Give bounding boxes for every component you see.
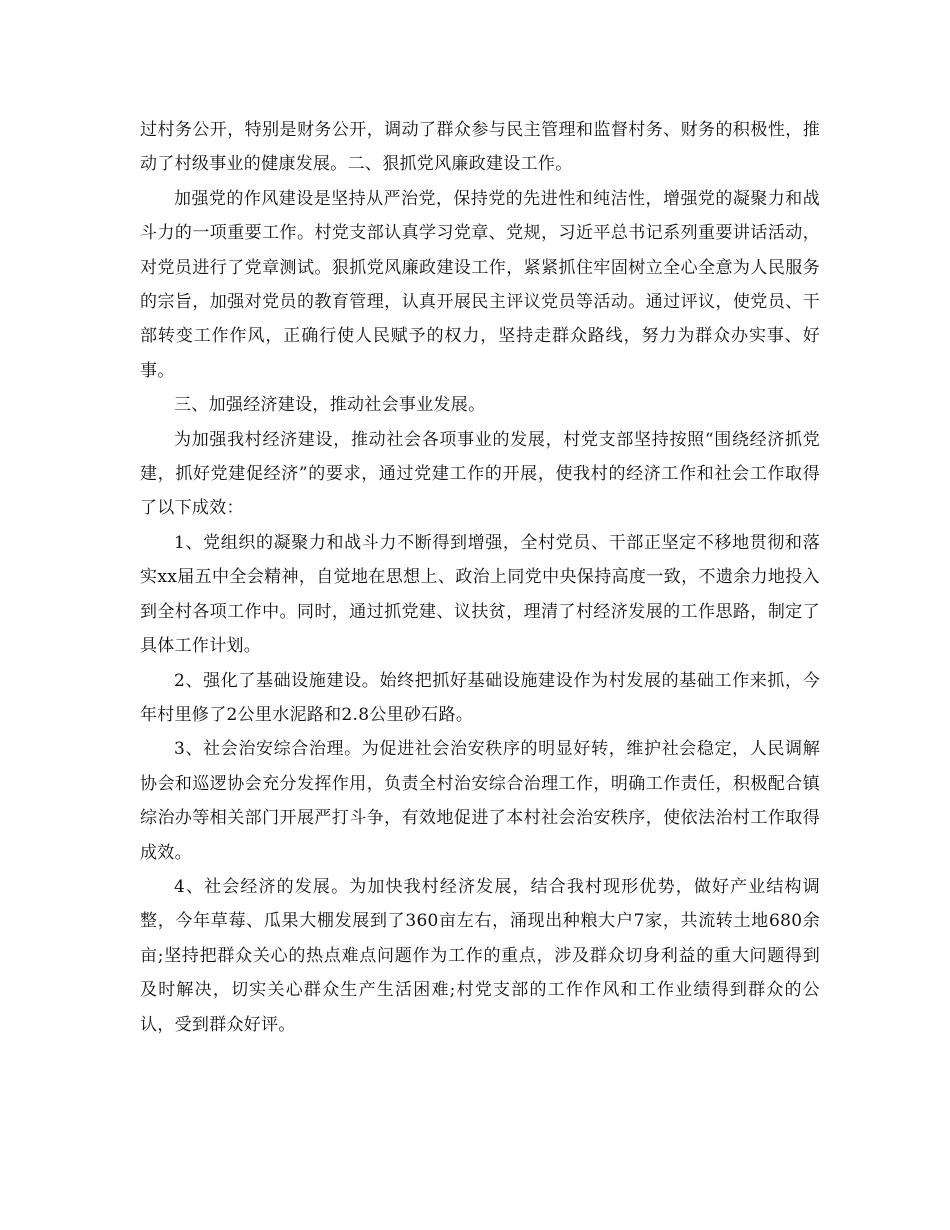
list-item-2: 2、强化了基础设施建设。始终把抓好基础设施建设作为村发展的基础工作来抓，今年村里修了2公里水泥路和2.8公里砂石路。 bbox=[140, 670, 820, 725]
list-item-3: 3、社会治安综合治理。为促进社会治安秩序的明显好转，维护社会稳定，人民调解协会和巡逻协会充分发挥作用，负责全村治安综合治理工作，明确工作责任，积极配合镇综治办等相关部门开展严打斗争，有效地促进了本村社会治安秩序，使依法治村工作取得成效。 bbox=[140, 739, 820, 863]
section-heading-3: 三、加强经济建设，推动社会事业发展。 bbox=[174, 395, 486, 416]
paragraph-2: 加强党的作风建设是坚持从严治党，保持党的先进性和纯洁性，增强党的凝聚力和战斗力的一项重要工作。村党支部认真学习党章、党规，习近平总书记系列重要讲话活动，对党员进行了党章测试。狠抓党风廉政建设工作，紧紧抓住牢固树立全心全意为人民服务的宗旨，加强对党员的教育管理，认真开展民主评议党员等活动。通过评议，使党员、干部转变工作作风，正确行使人民赋予的权力，坚持走群众路线，努力为群众办实事、好事。 bbox=[140, 188, 820, 381]
list-item-1: 1、党组织的凝聚力和战斗力不断得到增强，全村党员、干部正坚定不移地贯彻和落实xx届五中全会精神，自觉地在思想上、政治上同党中央保持高度一致，不遗余力地投入到全村各项工作中。同时，通过抓党建、议扶贫，理清了村经济发展的工作思路，制定了具体工作计划。 bbox=[140, 532, 820, 657]
list-item-4: 4、社会经济的发展。为加快我村经济发展，结合我村现形优势，做好产业结构调整，今年草莓、瓜果大棚发展到了360亩左右，涌现出种粮大户7家，共流转土地680余亩;坚持把群众关心的热点难点问题作为工作的重点，涉及群众切身利益的重大问题得到及时解决，切实关心群众生产生活困难;村党支部的工作作风和工作业绩得到群众的公认，受到群众好评。 bbox=[140, 876, 820, 1035]
paragraph-1: 过村务公开，特别是财务公开，调动了群众参与民主管理和监督村务、财务的积极性，推动了村级事业的健康发展。二、狠抓党风廉政建设工作。 bbox=[140, 120, 820, 175]
document-body bbox=[140, 113, 820, 1042]
paragraph-4: 为加强我村经济建设，推动社会各项事业的发展，村党支部坚持按照“围绕经济抓党建，抓好党建促经济”的要求，通过党建工作的开展，使我村的经济工作和社会工作取得了以下成效： bbox=[140, 429, 820, 519]
